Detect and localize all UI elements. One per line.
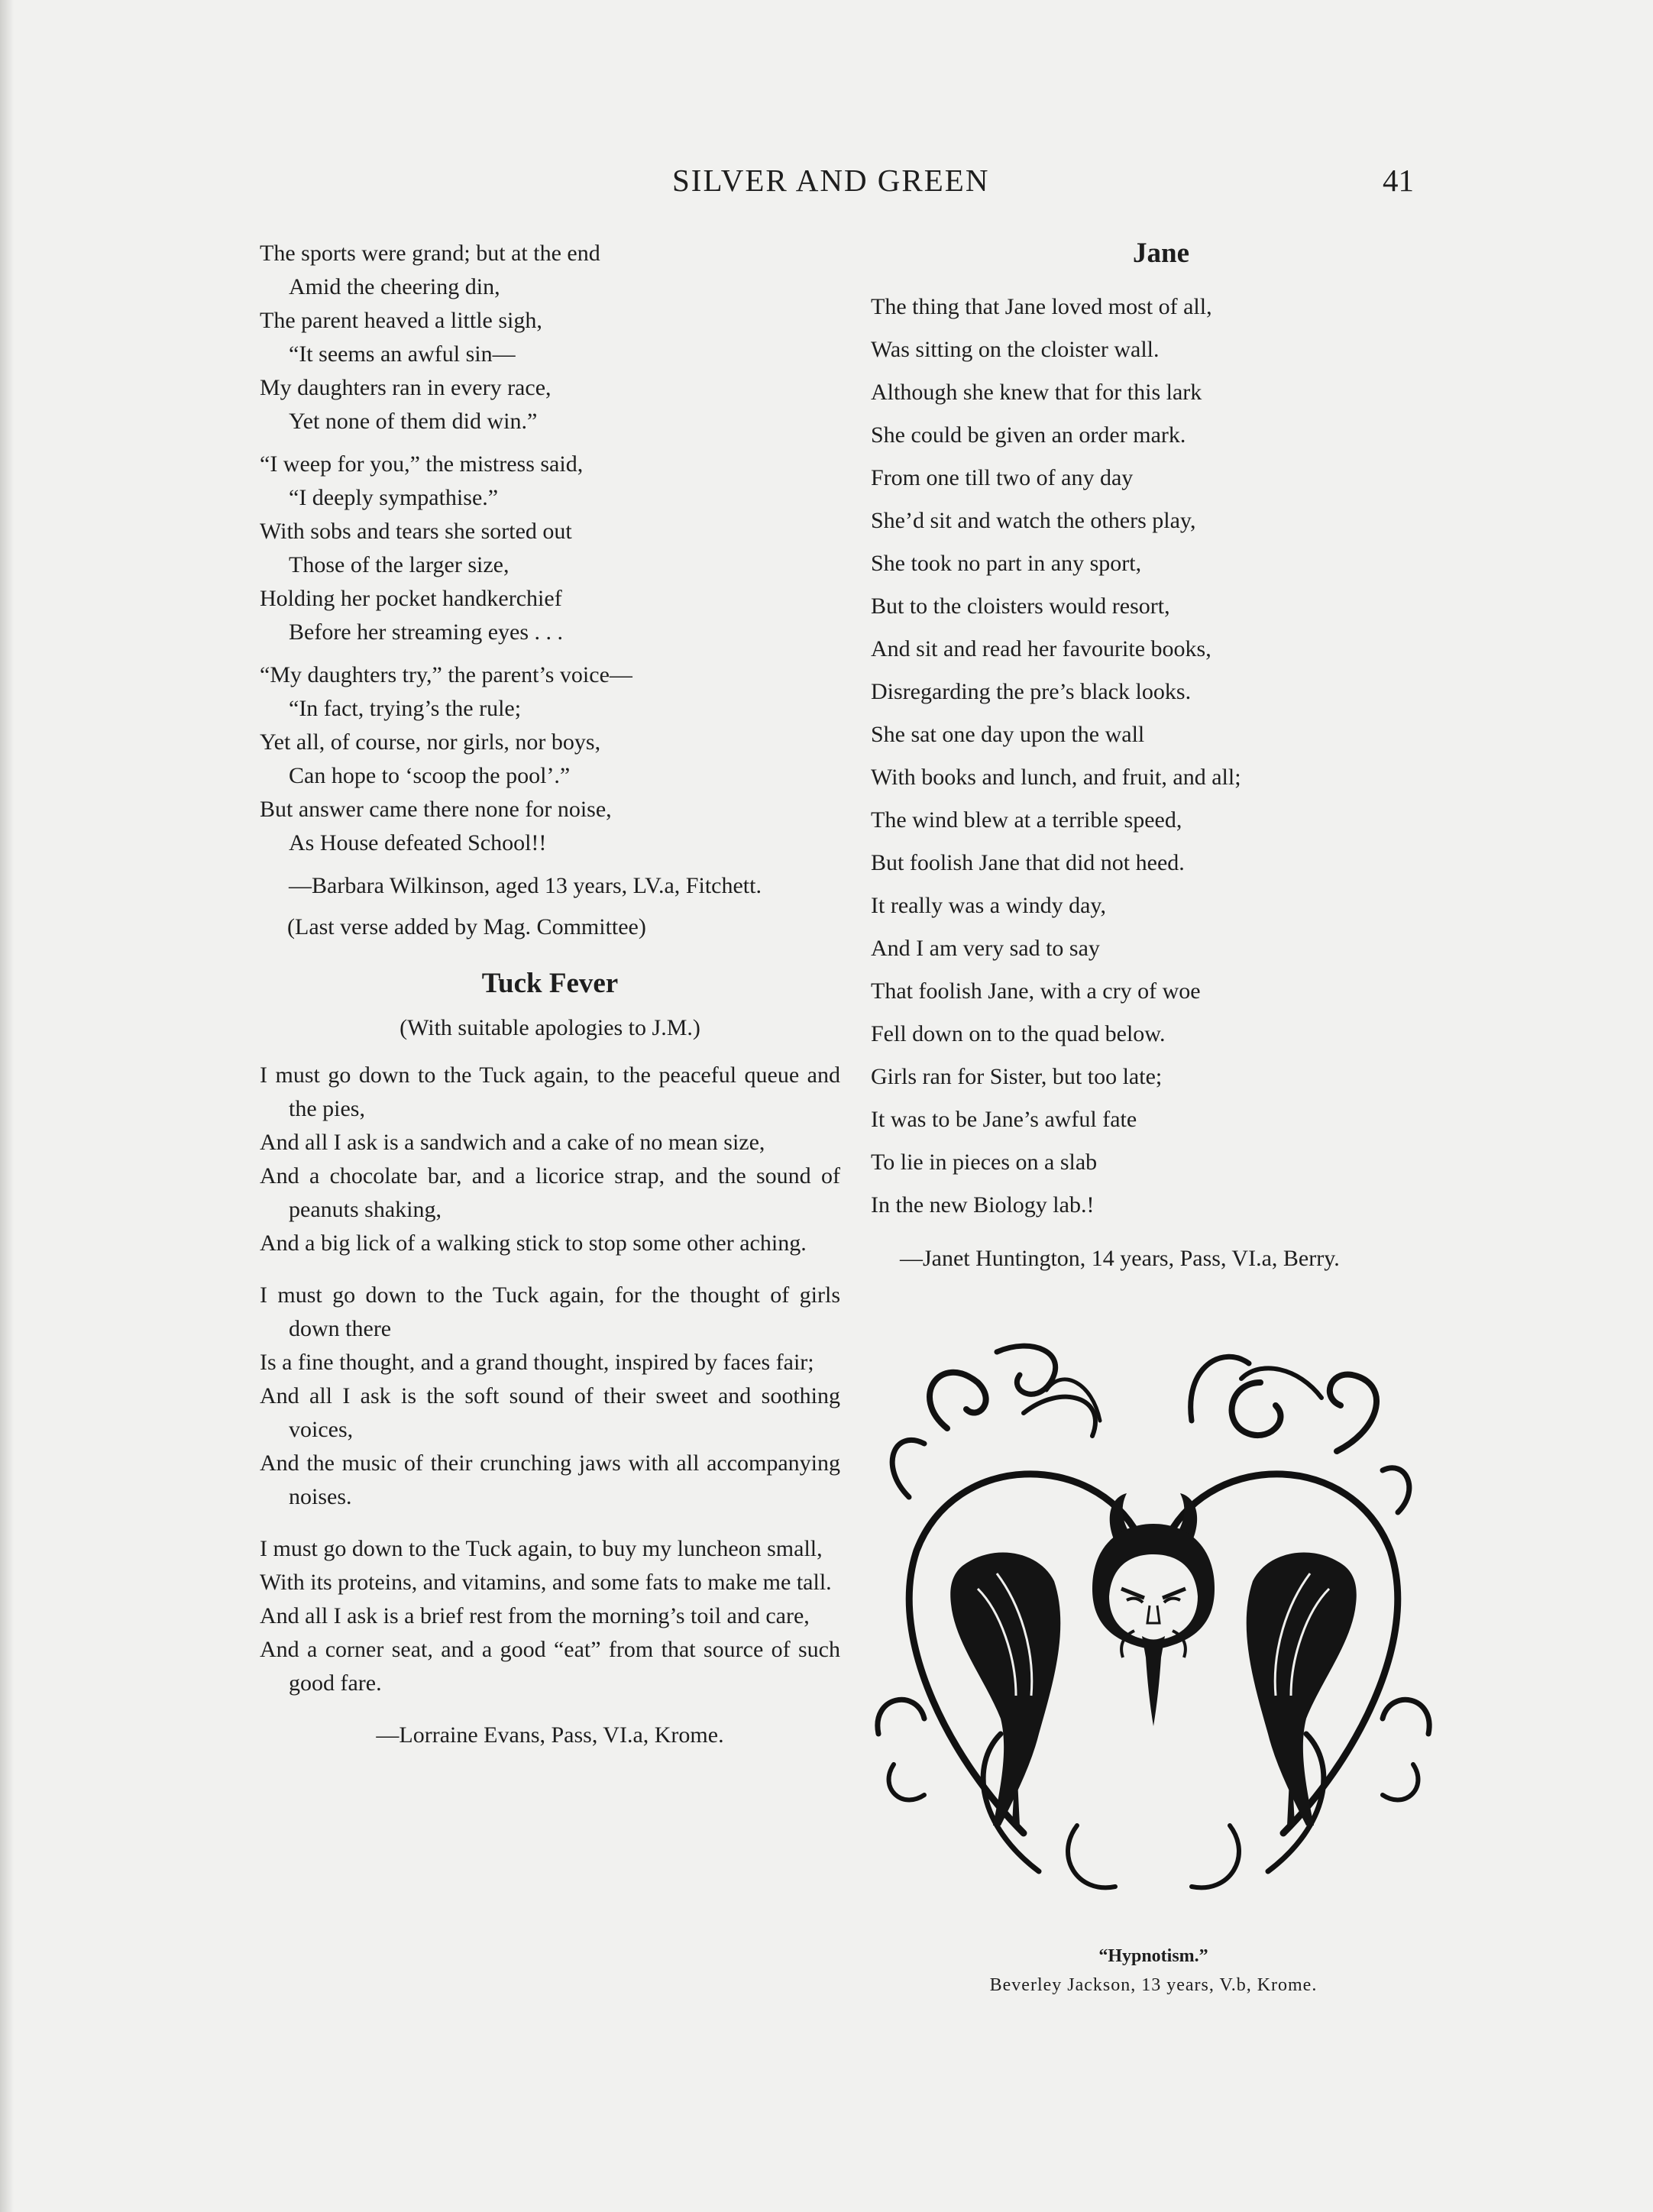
- running-head: SILVER AND GREEN: [672, 163, 990, 198]
- poem-line: “I deeply sympathise.”: [289, 485, 499, 510]
- left-column: [260, 237, 840, 1752]
- poem-line: Girls ran for Sister, but too late;: [871, 1064, 1163, 1089]
- poem-line: And a corner seat, and a good “eat” from that source of such good fare.: [260, 1637, 840, 1696]
- poem-line: And sit and read her favourite books,: [871, 636, 1211, 661]
- swirl-ornament: [878, 1699, 924, 1734]
- poem-line: It really was a windy day,: [871, 893, 1106, 918]
- poem-line: The parent heaved a little sigh,: [260, 308, 542, 333]
- poem-line: She could be given an order mark.: [871, 422, 1186, 448]
- hypnotism-illustration: [863, 1337, 1444, 1932]
- poem-line: The wind blew at a terrible speed,: [871, 807, 1182, 833]
- poem-line: From one till two of any day: [871, 465, 1134, 490]
- swirl-ornament: [1192, 1826, 1239, 1887]
- swirl-ornament: [1383, 1764, 1418, 1800]
- swirl-ornament: [1383, 1699, 1429, 1734]
- poem-line: Is a fine thought, and a grand thought, inspired by faces fair;: [260, 1350, 814, 1375]
- poem-line: Disregarding the pre’s black looks.: [871, 679, 1192, 704]
- left-hand: [950, 1553, 1060, 1826]
- poem-line: But foolish Jane that did not heed.: [871, 850, 1185, 875]
- swirl-ornament: [1024, 1397, 1095, 1436]
- poem-line: With books and lunch, and fruit, and all;: [871, 765, 1241, 790]
- poem-line: I must go down to the Tuck again, to the peaceful queue and the pies,: [260, 1062, 840, 1121]
- poem-line: “It seems an awful sin—: [289, 341, 516, 367]
- poem-line: And I am very sad to say: [871, 936, 1100, 961]
- swirl-ornament: [892, 1440, 924, 1497]
- right-hand: [1247, 1553, 1357, 1826]
- poem-line: The thing that Jane loved most of all,: [871, 294, 1212, 319]
- poem-line: And all I ask is a sandwich and a cake of no mean size,: [260, 1130, 765, 1155]
- poem-line: The sports were grand; but at the end: [260, 241, 600, 266]
- poem-line: “My daughters try,” the parent’s voice—: [260, 662, 632, 687]
- poem-line: She sat one day upon the wall: [871, 722, 1145, 747]
- poem-line: Can hope to ‘scoop the pool’.”: [289, 763, 571, 788]
- poem-line: In the new Biology lab.!: [871, 1192, 1095, 1218]
- swirl-ornament: [1068, 1826, 1115, 1887]
- poem-line: To lie in pieces on a slab: [871, 1150, 1098, 1175]
- devil-face: [1092, 1493, 1215, 1726]
- tuck-fever-title: Tuck Fever: [481, 968, 619, 999]
- tuck-fever-subtitle: (With suitable apologies to J.M.): [400, 1015, 700, 1040]
- poem-line: “In fact, trying’s the rule;: [289, 696, 522, 721]
- poem-line: Those of the larger size,: [289, 552, 509, 577]
- committee-note: (Last verse added by Mag. Committee): [287, 914, 646, 939]
- poem-line: Although she knew that for this lark: [871, 380, 1202, 405]
- illustration-caption-credit: Beverley Jackson, 13 years, V.b, Krome.: [989, 1975, 1318, 1995]
- sports-poem-byline: —Barbara Wilkinson, aged 13 years, LV.a, Fitchett.: [289, 873, 762, 898]
- poem-line: Yet all, of course, nor girls, nor boys,: [260, 729, 601, 755]
- poem-line: Yet none of them did win.”: [289, 409, 538, 434]
- poem-stanza: [260, 237, 840, 438]
- right-column: [871, 237, 1451, 1276]
- poem-line: As House defeated School!!: [289, 830, 547, 855]
- poem-line: My daughters ran in every race,: [260, 375, 552, 400]
- poem-line: Holding her pocket handkerchief: [260, 586, 562, 611]
- poem-line: She’d sit and watch the others play,: [871, 508, 1196, 533]
- poem-stanza: [260, 1279, 840, 1514]
- poem-line: And all I ask is the soft sound of their sweet and soothing voices,: [260, 1383, 840, 1442]
- poem-line: And a big lick of a walking stick to stop some other aching.: [260, 1231, 807, 1256]
- poem-stanza: [260, 658, 840, 860]
- illustration-caption-title: “Hypnotism.”: [1098, 1946, 1208, 1966]
- poem-line: “I weep for you,” the mistress said,: [260, 451, 584, 477]
- poem-line: But answer came there none for noise,: [260, 797, 612, 822]
- poem-line: I must go down to the Tuck again, for the thought of girls down there: [260, 1282, 840, 1341]
- poem-line: That foolish Jane, with a cry of woe: [871, 978, 1201, 1004]
- page-edge-shadow: [0, 0, 14, 2212]
- jane-poem: [871, 286, 1451, 1276]
- swirl-ornament: [889, 1764, 924, 1800]
- poem-stanza: [260, 1532, 840, 1700]
- poem-line: Before her streaming eyes . . .: [289, 619, 564, 645]
- poem-stanza: [260, 448, 840, 649]
- poem-line: She took no part in any sport,: [871, 551, 1142, 576]
- poem-line: Amid the cheering din,: [289, 274, 500, 299]
- swirl-ornament: [1232, 1382, 1281, 1435]
- jane-byline: —Janet Huntington, 14 years, Pass, VI.a, Berry.: [900, 1246, 1340, 1271]
- swirl-ornament: [1330, 1375, 1376, 1451]
- poem-line: I must go down to the Tuck again, to buy my luncheon small,: [260, 1536, 823, 1561]
- poem-line: It was to be Jane’s awful fate: [871, 1107, 1137, 1132]
- tuck-fever-byline: —Lorraine Evans, Pass, VI.a, Krome.: [376, 1722, 724, 1748]
- swirl-ornament: [1383, 1468, 1409, 1512]
- jane-title: Jane: [1133, 238, 1189, 269]
- poem-line: And the music of their crunching jaws with all accompanying noises.: [260, 1450, 840, 1509]
- poem-line: But to the cloisters would resort,: [871, 593, 1170, 619]
- poem-line: Was sitting on the cloister wall.: [871, 337, 1160, 362]
- poem-line: Fell down on to the quad below.: [871, 1021, 1166, 1046]
- poem-line: With sobs and tears she sorted out: [260, 519, 572, 544]
- poem-stanza: [260, 1059, 840, 1260]
- swirl-ornament: [930, 1373, 986, 1428]
- page-number: 41: [1383, 163, 1414, 198]
- poem-line: And a chocolate bar, and a licorice strap, and the sound of peanuts shaking,: [260, 1163, 840, 1222]
- poem-line: With its proteins, and vitamins, and some fats to make me tall.: [260, 1570, 832, 1595]
- tuck-fever-poem: [260, 1059, 840, 1752]
- sports-poem: [260, 237, 840, 860]
- poem-line: And all I ask is a brief rest from the morning’s toil and care,: [260, 1603, 810, 1628]
